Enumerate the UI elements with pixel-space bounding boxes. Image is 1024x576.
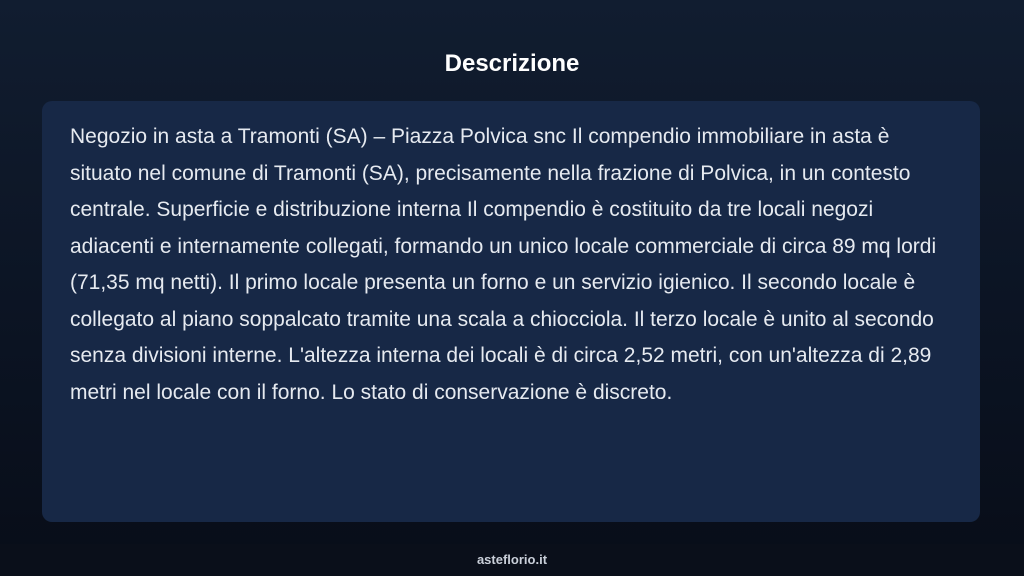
description-card (42, 101, 980, 522)
footer-bar (0, 544, 1024, 576)
description-text: Negozio in asta a Tramonti (SA) – Piazza Polvica snc Il compendio immobiliare in asta è situato nel comune di Tramonti (SA), precisamente nella frazione di Polvica, in un contesto centrale. Superficie e distribuzione interna Il compendio è costituito da tre locali negozi adiacenti e internamente collegati, formando un unico locale commerciale di circa 89 mq lordi (71,35 mq netti). Il primo locale presenta un forno e un servizio igienico. Il secondo locale è collegato al piano soppalcato tramite una scala a chiocciola. Il terzo locale è unito al secondo senza divisioni interne. L'altezza interna dei locali è di circa 2,52 metri, con un'altezza di 2,89 metri nel locale con il forno. Lo stato di conservazione è discreto. (70, 125, 937, 404)
page-title: Descrizione (444, 50, 580, 77)
footer-site-label: asteflorio.it (476, 552, 548, 567)
